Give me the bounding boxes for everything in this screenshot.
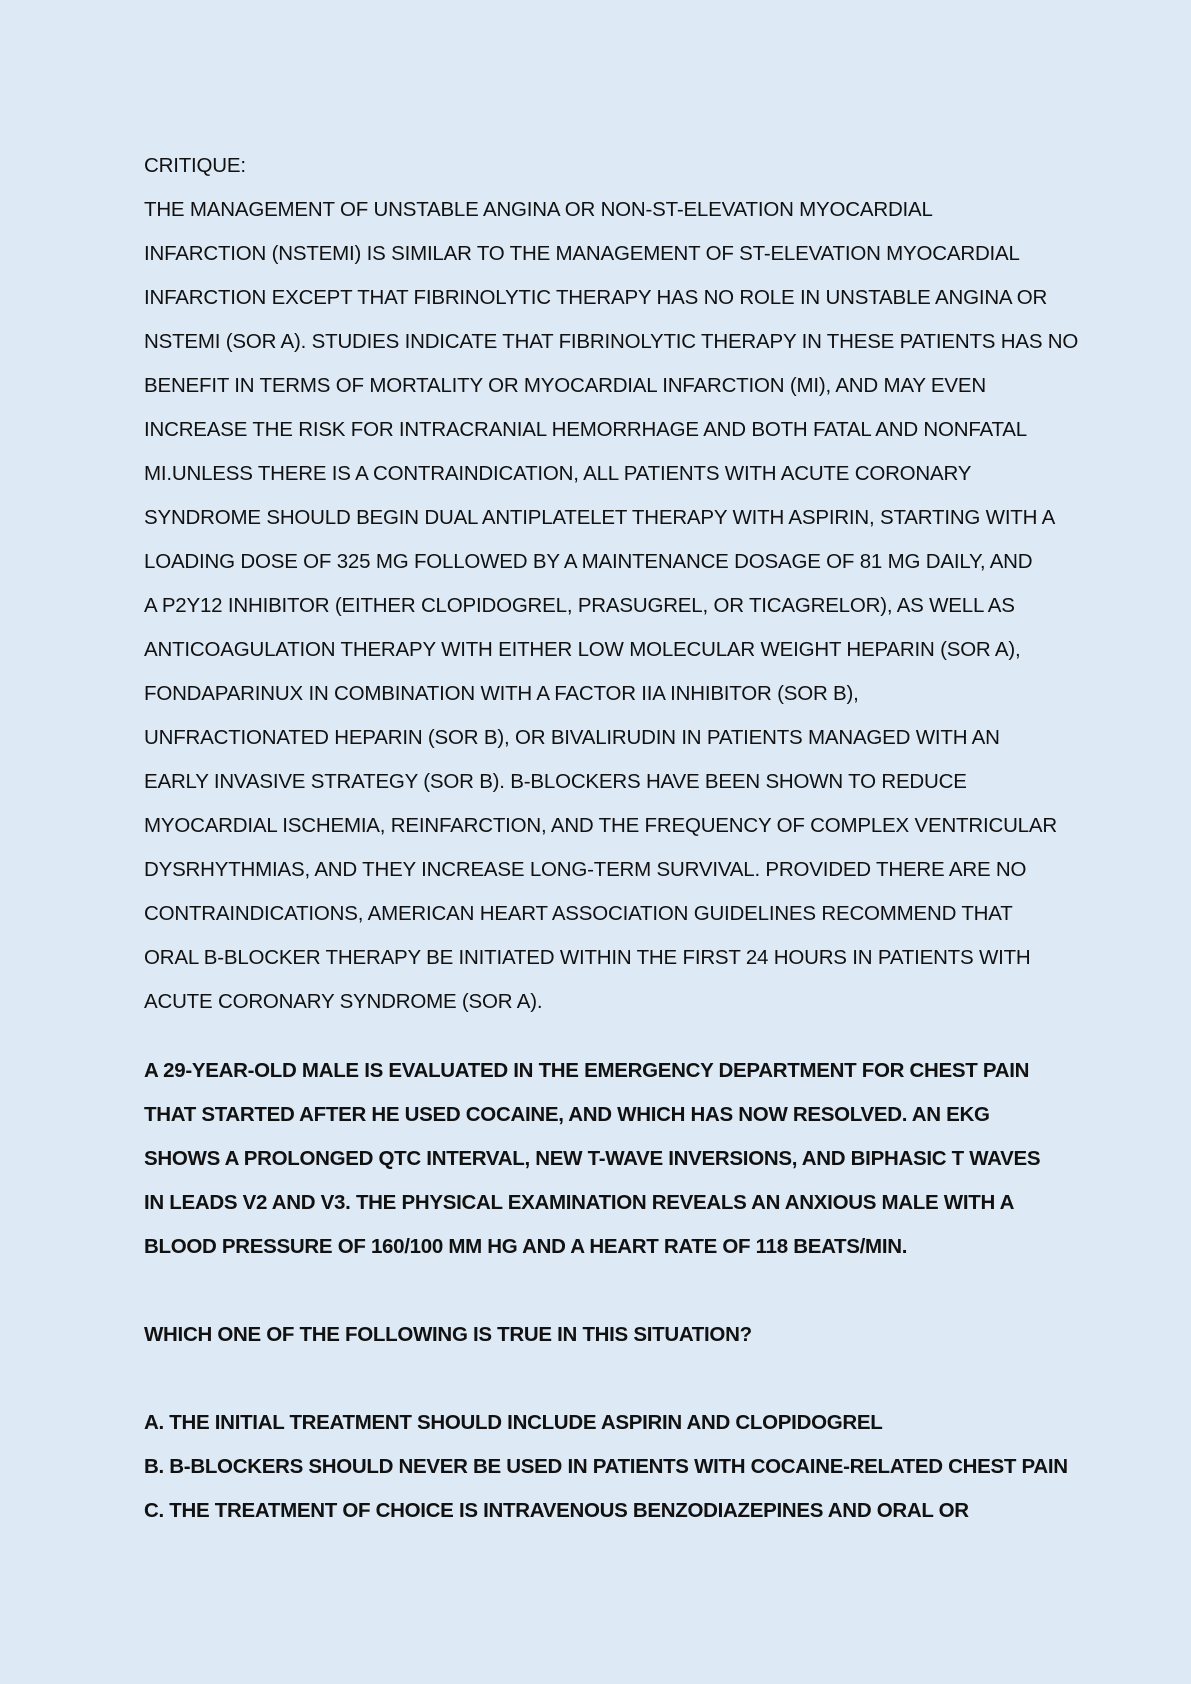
critique-line: INCREASE THE RISK FOR INTRACRANIAL HEMORRHAGE AND BOTH FATAL AND NONFATAL [144, 418, 1027, 441]
critique-line: UNFRACTIONATED HEPARIN (SOR B), OR BIVALIRUDIN IN PATIENTS MANAGED WITH AN [144, 726, 1000, 749]
critique-heading: CRITIQUE: [144, 154, 246, 177]
question-stem-line: THAT STARTED AFTER HE USED COCAINE, AND WHICH HAS NOW RESOLVED. AN EKG [144, 1103, 990, 1126]
critique-line: ANTICOAGULATION THERAPY WITH EITHER LOW MOLECULAR WEIGHT HEPARIN (SOR A), [144, 638, 1021, 661]
critique-section [144, 144, 1079, 1024]
question-stem-line: BLOOD PRESSURE OF 160/100 MM HG AND A HEART RATE OF 118 BEATS/MIN. [144, 1235, 908, 1258]
critique-line: THE MANAGEMENT OF UNSTABLE ANGINA OR NON-ST-ELEVATION MYOCARDIAL [144, 198, 933, 221]
critique-line: DYSRHYTHMIAS, AND THEY INCREASE LONG-TERM SURVIVAL. PROVIDED THERE ARE NO [144, 858, 1027, 881]
question-stem-line: A 29-YEAR-OLD MALE IS EVALUATED IN THE EMERGENCY DEPARTMENT FOR CHEST PAIN [144, 1059, 1030, 1082]
critique-line: SYNDROME SHOULD BEGIN DUAL ANTIPLATELET THERAPY WITH ASPIRIN, STARTING WITH A [144, 506, 1056, 529]
critique-line: ORAL B-BLOCKER THERAPY BE INITIATED WITHIN THE FIRST 24 HOURS IN PATIENTS WITH [144, 946, 1031, 969]
critique-line: LOADING DOSE OF 325 MG FOLLOWED BY A MAINTENANCE DOSAGE OF 81 MG DAILY, AND [144, 550, 1033, 573]
critique-line: FONDAPARINUX IN COMBINATION WITH A FACTOR IIA INHIBITOR (SOR B), [144, 682, 859, 705]
answer-option-c: C. THE TREATMENT OF CHOICE IS INTRAVENOUS BENZODIAZEPINES AND ORAL OR [144, 1499, 969, 1522]
critique-line: MI.UNLESS THERE IS A CONTRAINDICATION, ALL PATIENTS WITH ACUTE CORONARY [144, 462, 972, 485]
critique-line: INFARCTION (NSTEMI) IS SIMILAR TO THE MANAGEMENT OF ST-ELEVATION MYOCARDIAL [144, 242, 1020, 265]
critique-line: BENEFIT IN TERMS OF MORTALITY OR MYOCARDIAL INFARCTION (MI), AND MAY EVEN [144, 374, 986, 397]
critique-line: CONTRAINDICATIONS, AMERICAN HEART ASSOCIATION GUIDELINES RECOMMEND THAT [144, 902, 1013, 925]
blank-line [144, 1357, 1064, 1401]
answer-option-b: B. B-BLOCKERS SHOULD NEVER BE USED IN PATIENTS WITH COCAINE-RELATED CHEST PAIN [144, 1455, 1068, 1478]
critique-line: ACUTE CORONARY SYNDROME (SOR A). [144, 990, 543, 1013]
question-section [144, 1049, 1068, 1533]
critique-line: A P2Y12 INHIBITOR (EITHER CLOPIDOGREL, PRASUGREL, OR TICAGRELOR), AS WELL AS [144, 594, 1015, 617]
critique-line: MYOCARDIAL ISCHEMIA, REINFARCTION, AND THE FREQUENCY OF COMPLEX VENTRICULAR [144, 814, 1057, 837]
blank-line [144, 1269, 1064, 1313]
question-prompt: WHICH ONE OF THE FOLLOWING IS TRUE IN THIS SITUATION? [144, 1323, 752, 1346]
question-stem-line: IN LEADS V2 AND V3. THE PHYSICAL EXAMINATION REVEALS AN ANXIOUS MALE WITH A [144, 1191, 1015, 1214]
question-stem-line: SHOWS A PROLONGED QTC INTERVAL, NEW T-WAVE INVERSIONS, AND BIPHASIC T WAVES [144, 1147, 1041, 1170]
critique-line: INFARCTION EXCEPT THAT FIBRINOLYTIC THERAPY HAS NO ROLE IN UNSTABLE ANGINA OR [144, 286, 1048, 309]
answer-option-a: A. THE INITIAL TREATMENT SHOULD INCLUDE ASPIRIN AND CLOPIDOGREL [144, 1411, 883, 1434]
document-page [144, 144, 1079, 1533]
critique-line: NSTEMI (SOR A). STUDIES INDICATE THAT FIBRINOLYTIC THERAPY IN THESE PATIENTS HAS NO [144, 330, 1079, 353]
critique-line: EARLY INVASIVE STRATEGY (SOR B). B-BLOCKERS HAVE BEEN SHOWN TO REDUCE [144, 770, 967, 793]
